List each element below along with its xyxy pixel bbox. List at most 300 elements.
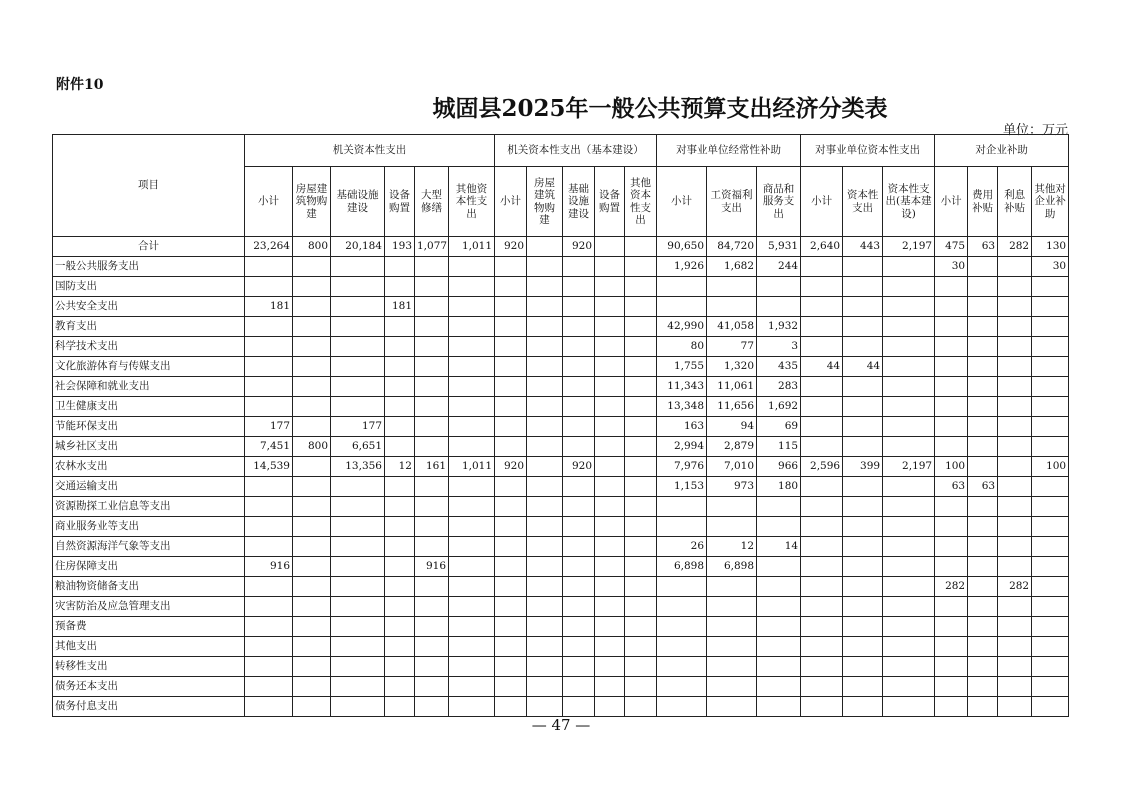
value-cell bbox=[331, 357, 385, 377]
value-cell bbox=[595, 317, 625, 337]
value-cell bbox=[415, 517, 449, 537]
column-header: 利息补贴 bbox=[998, 167, 1032, 237]
value-cell bbox=[1032, 397, 1069, 417]
column-header: 费用补贴 bbox=[968, 167, 998, 237]
value-cell bbox=[1032, 517, 1069, 537]
value-cell: 177 bbox=[245, 417, 293, 437]
value-cell bbox=[843, 337, 883, 357]
value-cell: 282 bbox=[998, 237, 1032, 257]
value-cell bbox=[385, 597, 415, 617]
value-cell bbox=[595, 637, 625, 657]
value-cell: 920 bbox=[563, 237, 595, 257]
value-cell bbox=[415, 437, 449, 457]
value-cell bbox=[595, 437, 625, 457]
value-cell bbox=[563, 537, 595, 557]
value-cell bbox=[935, 337, 968, 357]
value-cell bbox=[563, 557, 595, 577]
value-cell bbox=[968, 397, 998, 417]
value-cell bbox=[801, 637, 843, 657]
value-cell bbox=[331, 537, 385, 557]
value-cell bbox=[935, 277, 968, 297]
column-header: 基础设施建设 bbox=[331, 167, 385, 237]
value-cell bbox=[998, 317, 1032, 337]
value-cell bbox=[385, 677, 415, 697]
table-row bbox=[53, 317, 1069, 337]
value-cell bbox=[385, 557, 415, 577]
value-cell: 44 bbox=[843, 357, 883, 377]
value-cell bbox=[245, 377, 293, 397]
value-cell bbox=[998, 397, 1032, 417]
value-cell bbox=[385, 337, 415, 357]
value-cell bbox=[245, 277, 293, 297]
item-cell: 卫生健康支出 bbox=[53, 397, 245, 417]
value-cell bbox=[331, 617, 385, 637]
value-cell bbox=[331, 517, 385, 537]
value-cell bbox=[968, 297, 998, 317]
value-cell bbox=[245, 337, 293, 357]
table-row bbox=[53, 497, 1069, 517]
value-cell bbox=[883, 297, 935, 317]
value-cell: 30 bbox=[935, 257, 968, 277]
value-cell bbox=[495, 257, 527, 277]
value-cell bbox=[843, 497, 883, 517]
value-cell bbox=[968, 257, 998, 277]
value-cell bbox=[1032, 477, 1069, 497]
value-cell bbox=[293, 277, 331, 297]
value-cell bbox=[293, 697, 331, 717]
value-cell bbox=[595, 597, 625, 617]
value-cell bbox=[331, 697, 385, 717]
value-cell bbox=[563, 617, 595, 637]
value-cell bbox=[998, 517, 1032, 537]
page-number: — 47 — bbox=[531, 716, 591, 734]
value-cell bbox=[385, 497, 415, 517]
value-cell bbox=[998, 697, 1032, 717]
value-cell bbox=[883, 677, 935, 697]
value-cell bbox=[449, 617, 495, 637]
value-cell bbox=[625, 617, 657, 637]
item-cell: 债务还本支出 bbox=[53, 677, 245, 697]
value-cell bbox=[527, 597, 563, 617]
value-cell bbox=[625, 337, 657, 357]
table-row bbox=[53, 597, 1069, 617]
value-cell bbox=[707, 597, 757, 617]
value-cell bbox=[415, 297, 449, 317]
value-cell bbox=[495, 397, 527, 417]
value-cell bbox=[935, 517, 968, 537]
value-cell: 1,926 bbox=[657, 257, 707, 277]
value-cell: 44 bbox=[801, 357, 843, 377]
value-cell: 130 bbox=[1032, 237, 1069, 257]
item-cell: 科学技术支出 bbox=[53, 337, 245, 357]
value-cell bbox=[415, 317, 449, 337]
value-cell bbox=[801, 577, 843, 597]
value-cell bbox=[843, 277, 883, 297]
value-cell bbox=[935, 397, 968, 417]
value-cell bbox=[801, 337, 843, 357]
table-row bbox=[53, 297, 1069, 317]
value-cell bbox=[293, 297, 331, 317]
value-cell bbox=[495, 577, 527, 597]
value-cell: 161 bbox=[415, 457, 449, 477]
value-cell: 2,197 bbox=[883, 237, 935, 257]
table-row bbox=[53, 617, 1069, 637]
value-cell bbox=[595, 377, 625, 397]
column-header: 资本性支出(基本建设) bbox=[883, 167, 935, 237]
value-cell bbox=[707, 677, 757, 697]
value-cell bbox=[935, 317, 968, 337]
value-cell bbox=[449, 677, 495, 697]
value-cell bbox=[801, 377, 843, 397]
value-cell bbox=[415, 277, 449, 297]
value-cell: 920 bbox=[563, 457, 595, 477]
table-row bbox=[53, 557, 1069, 577]
column-header: 大型修缮 bbox=[415, 167, 449, 237]
value-cell bbox=[595, 557, 625, 577]
value-cell: 966 bbox=[757, 457, 801, 477]
value-cell bbox=[801, 297, 843, 317]
value-cell bbox=[331, 297, 385, 317]
value-cell bbox=[245, 317, 293, 337]
value-cell bbox=[998, 297, 1032, 317]
value-cell: 13,348 bbox=[657, 397, 707, 417]
value-cell bbox=[595, 457, 625, 477]
value-cell: 6,898 bbox=[657, 557, 707, 577]
value-cell bbox=[801, 417, 843, 437]
value-cell: 475 bbox=[935, 237, 968, 257]
value-cell bbox=[563, 257, 595, 277]
value-cell bbox=[495, 537, 527, 557]
table-row bbox=[53, 397, 1069, 417]
value-cell bbox=[449, 257, 495, 277]
value-cell bbox=[625, 257, 657, 277]
value-cell bbox=[331, 557, 385, 577]
value-cell: 282 bbox=[998, 577, 1032, 597]
value-cell bbox=[527, 237, 563, 257]
budget-table bbox=[52, 134, 1069, 717]
value-cell bbox=[657, 677, 707, 697]
value-cell: 80 bbox=[657, 337, 707, 357]
value-cell bbox=[883, 557, 935, 577]
value-cell bbox=[415, 697, 449, 717]
value-cell bbox=[527, 377, 563, 397]
value-cell bbox=[625, 677, 657, 697]
value-cell: 11,061 bbox=[707, 377, 757, 397]
value-cell bbox=[707, 277, 757, 297]
value-cell bbox=[843, 397, 883, 417]
value-cell bbox=[245, 637, 293, 657]
value-cell bbox=[595, 257, 625, 277]
value-cell bbox=[968, 637, 998, 657]
value-cell bbox=[968, 657, 998, 677]
value-cell bbox=[998, 497, 1032, 517]
value-cell bbox=[625, 697, 657, 717]
value-cell bbox=[331, 337, 385, 357]
item-cell: 合计 bbox=[53, 237, 245, 257]
value-cell bbox=[968, 697, 998, 717]
value-cell bbox=[968, 437, 998, 457]
value-cell: 180 bbox=[757, 477, 801, 497]
value-cell bbox=[757, 677, 801, 697]
value-cell bbox=[1032, 617, 1069, 637]
value-cell bbox=[385, 657, 415, 677]
value-cell bbox=[449, 317, 495, 337]
value-cell bbox=[883, 597, 935, 617]
value-cell bbox=[935, 297, 968, 317]
item-cell: 国防支出 bbox=[53, 277, 245, 297]
value-cell bbox=[293, 257, 331, 277]
value-cell bbox=[245, 597, 293, 617]
value-cell bbox=[527, 277, 563, 297]
value-cell bbox=[595, 537, 625, 557]
value-cell bbox=[968, 457, 998, 477]
value-cell bbox=[801, 317, 843, 337]
value-cell bbox=[625, 397, 657, 417]
value-cell bbox=[657, 637, 707, 657]
value-cell bbox=[883, 417, 935, 437]
value-cell bbox=[625, 377, 657, 397]
value-cell bbox=[1032, 417, 1069, 437]
value-cell bbox=[495, 657, 527, 677]
item-cell: 资源勘探工业信息等支出 bbox=[53, 497, 245, 517]
value-cell bbox=[595, 277, 625, 297]
value-cell bbox=[843, 677, 883, 697]
value-cell bbox=[527, 437, 563, 457]
value-cell bbox=[1032, 317, 1069, 337]
value-cell bbox=[245, 497, 293, 517]
item-cell: 一般公共服务支出 bbox=[53, 257, 245, 277]
value-cell bbox=[801, 697, 843, 717]
value-cell bbox=[998, 417, 1032, 437]
value-cell bbox=[595, 397, 625, 417]
value-cell bbox=[415, 497, 449, 517]
value-cell: 100 bbox=[1032, 457, 1069, 477]
value-cell bbox=[843, 297, 883, 317]
value-cell bbox=[998, 637, 1032, 657]
value-cell bbox=[527, 617, 563, 637]
table-row bbox=[53, 477, 1069, 497]
column-header: 设备购置 bbox=[385, 167, 415, 237]
value-cell bbox=[495, 697, 527, 717]
value-cell bbox=[415, 257, 449, 277]
value-cell bbox=[449, 697, 495, 717]
value-cell bbox=[331, 657, 385, 677]
value-cell bbox=[883, 637, 935, 657]
value-cell bbox=[657, 277, 707, 297]
value-cell bbox=[1032, 337, 1069, 357]
table-row bbox=[53, 257, 1069, 277]
value-cell bbox=[563, 437, 595, 457]
value-cell bbox=[883, 657, 935, 677]
value-cell bbox=[801, 257, 843, 277]
value-cell bbox=[331, 597, 385, 617]
column-header: 小计 bbox=[801, 167, 843, 237]
value-cell bbox=[293, 517, 331, 537]
value-cell bbox=[495, 557, 527, 577]
value-cell bbox=[968, 537, 998, 557]
value-cell bbox=[527, 357, 563, 377]
value-cell: 6,898 bbox=[707, 557, 757, 577]
value-cell bbox=[415, 477, 449, 497]
item-cell: 粮油物资储备支出 bbox=[53, 577, 245, 597]
column-header: 房屋建筑物购建 bbox=[527, 167, 563, 237]
value-cell bbox=[1032, 637, 1069, 657]
value-cell bbox=[843, 317, 883, 337]
value-cell bbox=[449, 377, 495, 397]
value-cell bbox=[385, 377, 415, 397]
value-cell: 41,058 bbox=[707, 317, 757, 337]
value-cell bbox=[1032, 537, 1069, 557]
table-row bbox=[53, 337, 1069, 357]
item-cell: 债务付息支出 bbox=[53, 697, 245, 717]
value-cell: 2,879 bbox=[707, 437, 757, 457]
value-cell bbox=[935, 557, 968, 577]
value-cell bbox=[883, 477, 935, 497]
value-cell: 11,343 bbox=[657, 377, 707, 397]
value-cell bbox=[843, 557, 883, 577]
value-cell bbox=[625, 417, 657, 437]
value-cell bbox=[385, 577, 415, 597]
value-cell bbox=[331, 277, 385, 297]
value-cell bbox=[625, 557, 657, 577]
value-cell bbox=[245, 697, 293, 717]
value-cell: 14,539 bbox=[245, 457, 293, 477]
value-cell bbox=[883, 697, 935, 717]
value-cell bbox=[385, 697, 415, 717]
value-cell bbox=[883, 617, 935, 637]
value-cell bbox=[415, 377, 449, 397]
value-cell bbox=[801, 657, 843, 677]
column-header: 其他资本性支出 bbox=[449, 167, 495, 237]
value-cell bbox=[843, 477, 883, 497]
value-cell bbox=[495, 677, 527, 697]
value-cell bbox=[563, 337, 595, 357]
value-cell: 800 bbox=[293, 237, 331, 257]
value-cell bbox=[331, 377, 385, 397]
value-cell bbox=[998, 257, 1032, 277]
value-cell bbox=[998, 597, 1032, 617]
value-cell bbox=[595, 497, 625, 517]
table-row bbox=[53, 377, 1069, 397]
value-cell bbox=[801, 597, 843, 617]
value-cell bbox=[625, 517, 657, 537]
value-cell bbox=[563, 397, 595, 417]
value-cell bbox=[707, 497, 757, 517]
value-cell bbox=[843, 377, 883, 397]
value-cell bbox=[968, 517, 998, 537]
value-cell bbox=[563, 517, 595, 537]
value-cell bbox=[293, 597, 331, 617]
value-cell bbox=[935, 637, 968, 657]
value-cell bbox=[843, 617, 883, 637]
value-cell bbox=[527, 457, 563, 477]
table-row bbox=[53, 357, 1069, 377]
value-cell bbox=[415, 637, 449, 657]
value-cell bbox=[495, 357, 527, 377]
value-cell bbox=[415, 417, 449, 437]
value-cell bbox=[968, 277, 998, 297]
value-cell: 3 bbox=[757, 337, 801, 357]
value-cell: 1,320 bbox=[707, 357, 757, 377]
value-cell: 920 bbox=[495, 237, 527, 257]
value-cell bbox=[385, 257, 415, 277]
value-cell bbox=[1032, 377, 1069, 397]
value-cell bbox=[293, 577, 331, 597]
value-cell bbox=[293, 657, 331, 677]
value-cell bbox=[595, 657, 625, 677]
item-cell: 文化旅游体育与传媒支出 bbox=[53, 357, 245, 377]
value-cell bbox=[935, 597, 968, 617]
item-cell: 转移性支出 bbox=[53, 657, 245, 677]
value-cell bbox=[1032, 657, 1069, 677]
value-cell bbox=[968, 617, 998, 637]
value-cell bbox=[843, 437, 883, 457]
value-cell bbox=[245, 657, 293, 677]
value-cell bbox=[331, 257, 385, 277]
value-cell bbox=[935, 357, 968, 377]
value-cell bbox=[385, 317, 415, 337]
value-cell: 100 bbox=[935, 457, 968, 477]
value-cell bbox=[968, 577, 998, 597]
value-cell bbox=[527, 517, 563, 537]
value-cell bbox=[449, 277, 495, 297]
value-cell bbox=[495, 637, 527, 657]
value-cell bbox=[757, 517, 801, 537]
value-cell bbox=[563, 377, 595, 397]
value-cell bbox=[843, 257, 883, 277]
value-cell: 63 bbox=[968, 237, 998, 257]
value-cell bbox=[245, 357, 293, 377]
value-cell bbox=[293, 477, 331, 497]
value-cell bbox=[1032, 437, 1069, 457]
item-cell: 教育支出 bbox=[53, 317, 245, 337]
value-cell bbox=[527, 297, 563, 317]
value-cell bbox=[385, 357, 415, 377]
value-cell bbox=[527, 557, 563, 577]
value-cell bbox=[293, 317, 331, 337]
value-cell bbox=[385, 397, 415, 417]
value-cell bbox=[415, 657, 449, 677]
value-cell bbox=[595, 477, 625, 497]
value-cell bbox=[883, 517, 935, 537]
item-cell: 自然资源海洋气象等支出 bbox=[53, 537, 245, 557]
value-cell bbox=[527, 477, 563, 497]
value-cell: 5,931 bbox=[757, 237, 801, 257]
value-cell: 1,077 bbox=[415, 237, 449, 257]
value-cell bbox=[843, 577, 883, 597]
value-cell bbox=[385, 437, 415, 457]
table-row bbox=[53, 277, 1069, 297]
value-cell bbox=[415, 617, 449, 637]
value-cell bbox=[998, 537, 1032, 557]
value-cell bbox=[449, 297, 495, 317]
value-cell bbox=[657, 597, 707, 617]
value-cell bbox=[707, 517, 757, 537]
item-cell: 社会保障和就业支出 bbox=[53, 377, 245, 397]
item-cell: 灾害防治及应急管理支出 bbox=[53, 597, 245, 617]
value-cell bbox=[843, 637, 883, 657]
value-cell bbox=[998, 457, 1032, 477]
table-row bbox=[53, 697, 1069, 717]
item-cell: 公共安全支出 bbox=[53, 297, 245, 317]
value-cell bbox=[625, 277, 657, 297]
item-cell: 预备费 bbox=[53, 617, 245, 637]
value-cell: 12 bbox=[707, 537, 757, 557]
value-cell bbox=[757, 597, 801, 617]
value-cell bbox=[385, 617, 415, 637]
value-cell bbox=[415, 337, 449, 357]
value-cell bbox=[801, 277, 843, 297]
